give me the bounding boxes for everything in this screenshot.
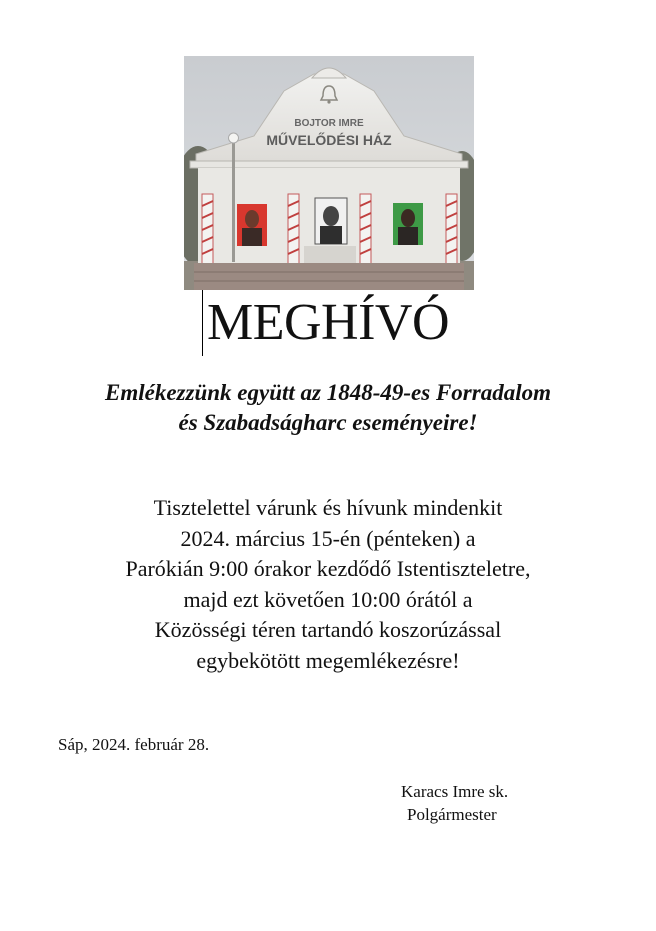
body-line: Közösségi téren tartandó koszorúzással	[154, 617, 502, 642]
sign-line-2: MŰVELŐDÉSI HÁZ	[266, 132, 392, 148]
body-line: Parókián 9:00 órakor kezdődő Istentiszteletre,	[125, 556, 531, 581]
portrait-right	[393, 203, 423, 245]
signature-block	[401, 780, 508, 826]
subtitle-line: Emlékezzünk együtt az 1848-49-es Forradalom	[105, 380, 551, 405]
signature-role: Polgármester	[407, 805, 497, 824]
subtitle-line: és Szabadságharc eseményeire!	[178, 410, 478, 435]
portrait-center	[315, 198, 347, 244]
body-line: 2024. március 15-én (pénteken) a	[180, 525, 476, 551]
invitation-body	[0, 493, 656, 676]
sign-line-1: BOJTOR IMRE	[294, 118, 364, 129]
signature-name: Karacs Imre sk.	[401, 782, 509, 801]
place-date: Sáp, 2024. február 28.	[58, 735, 210, 754]
page-title: MEGHÍVÓ	[206, 294, 450, 351]
body-line: Tisztelettel várunk és hívunk mindenkit	[153, 495, 503, 520]
body-line: egybekötött megemlékezésre!	[196, 647, 460, 673]
body-line: majd ezt követően 10:00 órától a	[183, 586, 473, 612]
cultural-house-photo	[184, 56, 474, 290]
portrait-left	[237, 204, 267, 246]
subtitle	[0, 378, 656, 438]
